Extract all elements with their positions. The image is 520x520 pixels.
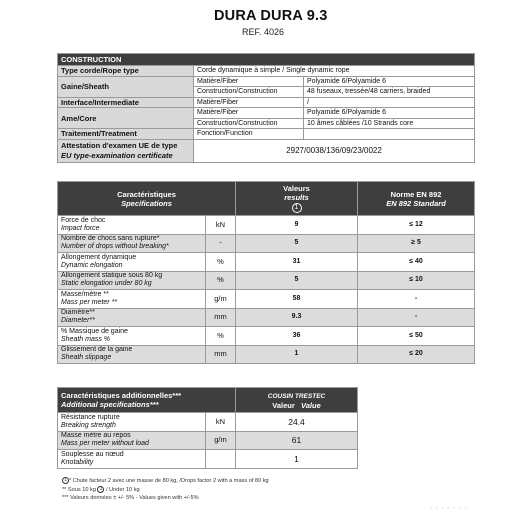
spec-row xyxy=(58,345,475,364)
footnote-2 xyxy=(62,486,269,495)
brand-label: COUSIN TRESTEC xyxy=(267,392,326,400)
treatment-function-value xyxy=(304,129,475,140)
spec-unit: kN xyxy=(206,216,236,235)
additional-row xyxy=(58,450,358,469)
additional-name xyxy=(58,431,206,450)
specifications-heading xyxy=(58,182,236,216)
spec-norm: ≤ 50 xyxy=(358,327,475,346)
spec-norm: ≤ 20 xyxy=(358,345,475,364)
values-heading-en: results xyxy=(284,193,309,202)
spec-unit: % xyxy=(206,271,236,290)
footnote-one-icon: 1 xyxy=(292,203,302,213)
spec-name-fr: Force de choc xyxy=(61,216,106,224)
spec-name-en: Mass per meter ** xyxy=(61,298,118,306)
sheath-fiber-value: Polyamide 6/Polyamide 6 xyxy=(304,76,475,87)
additional-heading-en: Additional specifications*** xyxy=(61,400,159,409)
spec-value: 9 xyxy=(236,216,358,235)
spec-name-fr: % Massique de gaine xyxy=(61,327,128,335)
specifications-table xyxy=(57,181,475,364)
treatment-label: Traitement/Treatment xyxy=(58,129,194,140)
additional-name-en: Breaking strength xyxy=(61,421,116,429)
interface-fiber-value: / xyxy=(304,97,475,108)
additional-header-row xyxy=(58,388,358,413)
additional-specifications-table xyxy=(57,387,358,469)
treatment-row xyxy=(58,129,475,140)
value-heading-fr: Valeur xyxy=(272,400,295,410)
specifications-header-row xyxy=(58,182,475,216)
specifications-body xyxy=(58,216,475,364)
value-heading-en: Value xyxy=(301,400,321,410)
product-reference: REF. 4026 xyxy=(242,27,285,37)
sheath-construction-value: 48 fuseaux, tressée/48 carriers, braided xyxy=(304,87,475,98)
product-title: DURA DURA 9.3 xyxy=(214,8,328,24)
spec-row xyxy=(58,253,475,272)
spec-name-en: Sheath slippage xyxy=(61,354,112,362)
core-construction-label: Construction/Construction xyxy=(194,118,304,129)
core-fiber-value: Polyamide 6/Polyamide 6 xyxy=(304,108,475,119)
spec-name xyxy=(58,290,206,309)
additional-row xyxy=(58,413,358,432)
interface-row xyxy=(58,97,475,108)
spec-unit: mm xyxy=(206,345,236,364)
spec-name xyxy=(58,216,206,235)
spec-row xyxy=(58,308,475,327)
spec-name xyxy=(58,271,206,290)
norm-heading-fr: Norme EN 892 xyxy=(390,189,442,199)
spec-row xyxy=(58,290,475,309)
spec-norm: - xyxy=(358,290,475,309)
interface-fiber-label: Matière/Fiber xyxy=(194,97,304,108)
additional-unit: kN xyxy=(206,413,236,432)
spec-name-en: Sheath mass % xyxy=(61,335,111,343)
spec-norm: - xyxy=(358,308,475,327)
additional-name-en: Knotability xyxy=(61,458,94,466)
values-heading xyxy=(236,182,358,216)
footnote-1-text: * Chute facteur 2 avec une masse de 80 kg, /Drops factor 2 with a mass of 80 kg xyxy=(69,478,269,484)
additional-name-fr: Masse mètre au repos xyxy=(61,432,131,440)
additional-name-fr: Souplesse au nœud xyxy=(61,450,124,458)
additional-heading xyxy=(58,388,236,413)
rope-type-label: Type corde/Rope type xyxy=(58,66,194,77)
spec-value: 1 xyxy=(236,345,358,364)
spec-value: 31 xyxy=(236,253,358,272)
decorative-dots: • • • • • • • xyxy=(430,506,468,512)
spec-row xyxy=(58,327,475,346)
additional-body xyxy=(58,413,358,469)
spec-unit: % xyxy=(206,253,236,272)
additional-unit: g/m xyxy=(206,431,236,450)
spec-name xyxy=(58,308,206,327)
footnotes xyxy=(62,477,269,503)
footnote-2-text: ** Sous 10 kg xyxy=(62,486,96,493)
rope-type-row xyxy=(58,66,475,77)
core-fiber-label: Matière/Fiber xyxy=(194,108,304,119)
additional-name-en: Mass per meter without load xyxy=(61,440,149,448)
spec-value: 58 xyxy=(236,290,358,309)
additional-heading-fr: Caractéristiques additionnelles*** xyxy=(61,391,182,400)
spec-norm: ≤ 10 xyxy=(358,271,475,290)
footnote-two-small-icon: 1 xyxy=(97,486,104,493)
construction-table xyxy=(57,53,475,163)
spec-unit: % xyxy=(206,327,236,346)
spec-name-fr: Allongement statique sous 80 kg xyxy=(61,272,163,280)
spec-unit: g/m xyxy=(206,290,236,309)
additional-unit xyxy=(206,450,236,469)
spec-value: 5 xyxy=(236,271,358,290)
attestation-row xyxy=(58,139,475,162)
norm-heading-en: EN 892 Standard xyxy=(386,198,446,208)
footnote-2-text-en: / Under 10 kg xyxy=(106,486,140,493)
specifications-heading-en: Specifications xyxy=(121,198,172,208)
additional-value: 24.4 xyxy=(236,413,358,432)
additional-value: 61 xyxy=(236,431,358,450)
spec-norm: ≤ 12 xyxy=(358,216,475,235)
interface-label: Interface/Intermediate xyxy=(58,97,194,108)
spec-name xyxy=(58,345,206,364)
sheath-label: Gaine/Sheath xyxy=(58,76,194,97)
core-construction-value: 10 âmes câblées /10 Strands core xyxy=(304,118,475,129)
spec-value: 9.3 xyxy=(236,308,358,327)
attestation-label-en: EU type-examination certificate xyxy=(61,150,173,160)
additional-name xyxy=(58,413,206,432)
additional-name-fr: Résistance rupture xyxy=(61,413,120,421)
core-label: Ame/Core xyxy=(58,108,194,129)
spec-name-en: Number of drops without breaking* xyxy=(61,243,169,251)
spec-name-fr: Diamètre** xyxy=(61,309,95,317)
norm-heading xyxy=(358,182,475,216)
footnote-1 xyxy=(62,477,269,486)
spec-value: 36 xyxy=(236,327,358,346)
attestation-label xyxy=(58,139,194,162)
values-heading-fr: Valeurs xyxy=(283,184,310,193)
attestation-label-fr: Attestation d'examen UE de type xyxy=(61,140,178,150)
spec-name-en: Diameter** xyxy=(61,317,95,325)
sheath-fiber-row xyxy=(58,76,475,87)
rope-type-value: Corde dynamique à simple / Single dynamic rope xyxy=(194,66,475,77)
core-fiber-row xyxy=(58,108,475,119)
spec-name-fr: Allongement dynamique xyxy=(61,253,137,261)
spec-row xyxy=(58,216,475,235)
spec-name-en: Dynamic elongation xyxy=(61,261,123,269)
additional-name xyxy=(58,450,206,469)
spec-unit: mm xyxy=(206,308,236,327)
specifications-heading-fr: Caractéristiques xyxy=(117,189,176,199)
spec-name-en: Static elongation under 80 kg xyxy=(61,280,152,288)
spec-row xyxy=(58,234,475,253)
construction-header-row xyxy=(58,54,475,66)
construction-title: CONSTRUCTION xyxy=(58,54,475,66)
spec-name xyxy=(58,253,206,272)
footnote-3: *** Valeurs données ± +/- 5% - Values given with +/-5% xyxy=(62,495,199,501)
spec-name-en: Impact force xyxy=(61,224,100,232)
attestation-value: 2927/0038/136/09/23/0022 xyxy=(194,139,475,162)
spec-name-fr: Nombre de chocs sans rupture* xyxy=(61,235,160,243)
spec-name xyxy=(58,234,206,253)
spec-norm: ≥ 5 xyxy=(358,234,475,253)
additional-value: 1 xyxy=(236,450,358,469)
footnote-one-small-icon: 1 xyxy=(62,477,69,484)
treatment-function-label: Fonction/Function xyxy=(194,129,304,140)
spec-norm: ≤ 40 xyxy=(358,253,475,272)
spec-row xyxy=(58,271,475,290)
spec-name xyxy=(58,327,206,346)
spec-unit: - xyxy=(206,234,236,253)
additional-value-heading xyxy=(236,388,358,413)
additional-row xyxy=(58,431,358,450)
spec-value: 5 xyxy=(236,234,358,253)
sheath-fiber-label: Matière/Fiber xyxy=(194,76,304,87)
spec-name-fr: Masse/mètre ** xyxy=(61,290,109,298)
sheath-construction-label: Construction/Construction xyxy=(194,87,304,98)
spec-name-fr: Glissement de la gaine xyxy=(61,346,133,354)
